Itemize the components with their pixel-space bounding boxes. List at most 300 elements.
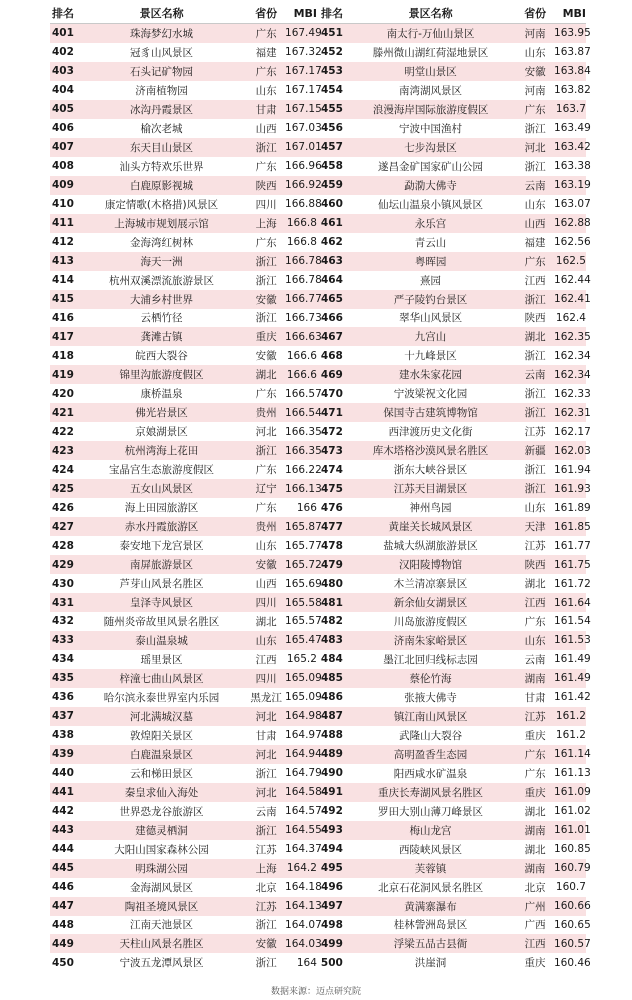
mbi-cell: 161.54 xyxy=(554,615,591,628)
rank-cell: 473 xyxy=(320,444,343,457)
scenic-name-cell: 杭州湾海上花田 xyxy=(124,445,199,458)
rank-cell: 498 xyxy=(320,918,343,931)
table-row xyxy=(50,119,591,138)
rank-cell: 428 xyxy=(51,539,74,552)
province-cell: 新疆 xyxy=(524,445,546,458)
rank-cell: 462 xyxy=(320,236,343,249)
rank-cell: 476 xyxy=(320,501,343,514)
scenic-name-cell: 浙东大峡谷景区 xyxy=(393,464,468,477)
mbi-cell: 165.87 xyxy=(285,520,322,533)
province-cell: 浙江 xyxy=(255,919,277,932)
rank-cell: 433 xyxy=(51,634,74,647)
province-cell: 云南 xyxy=(524,369,546,382)
ranking-table xyxy=(50,4,591,972)
rank-cell: 454 xyxy=(320,84,343,97)
rank-cell: 486 xyxy=(320,691,343,704)
rank-cell: 401 xyxy=(51,27,74,40)
table-row xyxy=(50,650,591,669)
mbi-cell: 166 xyxy=(296,501,317,514)
mbi-cell: 166.6 xyxy=(286,349,317,362)
table-row xyxy=(50,365,591,384)
scenic-name-cell: 锦里沟旅游度假区 xyxy=(119,369,204,382)
mbi-cell: 165.69 xyxy=(285,577,322,590)
province-cell: 湖北 xyxy=(524,805,546,818)
mbi-cell: 160.66 xyxy=(554,900,591,913)
province-cell: 江西 xyxy=(255,653,277,666)
table-row xyxy=(50,631,591,650)
rank-cell: 406 xyxy=(51,122,74,135)
mbi-cell: 161.42 xyxy=(554,691,591,704)
table-row xyxy=(50,783,591,802)
mbi-cell: 161.2 xyxy=(555,729,586,742)
province-cell: 湖南 xyxy=(524,824,546,837)
mbi-cell: 165.57 xyxy=(285,615,322,628)
scenic-name-cell: 宁波梁祝文化园 xyxy=(393,388,468,401)
scenic-name-cell: 东天目山景区 xyxy=(130,141,194,154)
scenic-name-cell: 熹园 xyxy=(420,274,442,287)
rank-cell: 458 xyxy=(320,160,343,173)
rank-cell: 488 xyxy=(321,729,343,742)
province-cell: 广东 xyxy=(524,767,546,780)
scenic-name-cell: 盐城大纵湖旅游景区 xyxy=(383,540,478,553)
rank-cell: 479 xyxy=(320,558,343,571)
mbi-cell: 166.13 xyxy=(285,482,322,495)
scenic-name-cell: 翠华山风景区 xyxy=(399,312,463,325)
mbi-cell: 163.42 xyxy=(554,141,591,154)
province-cell: 河北 xyxy=(255,748,277,761)
header-mbi: MBI xyxy=(293,6,317,20)
table-row xyxy=(50,707,586,726)
scenic-name-cell: 梅山龙宫 xyxy=(409,824,452,837)
mbi-cell: 161.01 xyxy=(554,824,591,837)
rank-cell: 452 xyxy=(320,46,343,59)
scenic-name-cell: 保国寺古建筑博物馆 xyxy=(383,407,478,420)
province-cell: 河北 xyxy=(255,786,277,799)
mbi-cell: 163.82 xyxy=(554,84,591,97)
mbi-cell: 166.63 xyxy=(285,330,322,343)
table-row xyxy=(50,233,591,252)
mbi-cell: 166.73 xyxy=(285,311,322,324)
header-province: 省份 xyxy=(255,7,278,21)
mbi-cell: 160.46 xyxy=(553,956,591,969)
mbi-cell: 163.7 xyxy=(555,103,586,116)
rank-cell: 425 xyxy=(51,482,74,495)
province-cell: 广东 xyxy=(255,160,277,173)
rank-cell: 463 xyxy=(321,255,343,268)
mbi-cell: 161.49 xyxy=(553,653,591,666)
table-row xyxy=(50,536,591,555)
province-cell: 湖北 xyxy=(255,369,277,382)
mbi-cell: 164.97 xyxy=(285,729,322,742)
rank-cell: 459 xyxy=(320,179,343,192)
mbi-cell: 165.77 xyxy=(285,539,322,552)
mbi-cell: 164.58 xyxy=(285,786,322,799)
scenic-name-cell: 木兰清凉寨景区 xyxy=(393,578,468,591)
province-cell: 江苏 xyxy=(255,843,277,856)
mbi-cell: 164 xyxy=(296,956,317,969)
table-row xyxy=(50,460,591,479)
scenic-name-cell: 海上田园旅游区 xyxy=(124,502,199,515)
scenic-name-cell: 罗田大别山薄刀峰景区 xyxy=(378,805,484,818)
rank-cell: 483 xyxy=(320,634,343,647)
table-header xyxy=(50,4,586,24)
mbi-cell: 166.77 xyxy=(285,293,322,306)
mbi-cell: 163.84 xyxy=(554,65,591,78)
table-row xyxy=(50,252,586,271)
province-cell: 浙江 xyxy=(255,312,277,325)
province-cell: 浙江 xyxy=(524,407,546,420)
scenic-name-cell: 浪漫海岸国际旅游度假区 xyxy=(372,103,489,116)
province-cell: 浙江 xyxy=(524,483,546,496)
rank-cell: 438 xyxy=(51,729,74,742)
mbi-cell: 161.02 xyxy=(554,805,591,818)
rank-cell: 450 xyxy=(51,956,74,969)
rank-cell: 480 xyxy=(320,577,343,590)
scenic-name-cell: 北京石花洞风景名胜区 xyxy=(378,881,484,894)
scenic-name-cell: 石头记矿物园 xyxy=(130,65,194,78)
rank-cell: 419 xyxy=(51,368,74,381)
table-row xyxy=(50,346,591,365)
mbi-cell: 161.2 xyxy=(555,710,586,723)
province-cell: 河北 xyxy=(255,710,277,723)
mbi-cell: 162.44 xyxy=(554,274,591,287)
rank-cell: 407 xyxy=(51,141,74,154)
mbi-cell: 162.34 xyxy=(553,349,591,362)
province-cell: 山东 xyxy=(524,46,546,59)
mbi-cell: 164.2 xyxy=(286,862,317,875)
province-cell: 四川 xyxy=(255,198,277,211)
table-row xyxy=(50,195,591,214)
table-row xyxy=(50,271,591,290)
mbi-cell: 166.35 xyxy=(285,444,322,457)
province-cell: 安徽 xyxy=(524,65,546,78)
table-row xyxy=(50,726,586,745)
rank-cell: 464 xyxy=(320,274,343,287)
scenic-name-cell: 冠豸山风景区 xyxy=(130,46,194,59)
mbi-cell: 160.7 xyxy=(555,881,586,894)
rank-cell: 455 xyxy=(321,103,343,116)
province-cell: 安徽 xyxy=(255,350,277,363)
scenic-name-cell: 冰沟丹霞景区 xyxy=(130,103,194,116)
rank-cell: 431 xyxy=(51,596,74,609)
scenic-name-cell: 世界恐龙谷旅游区 xyxy=(119,805,204,818)
table-row xyxy=(50,290,591,309)
province-cell: 山东 xyxy=(524,198,546,211)
scenic-name-cell: 康定情歌(木格措)风景区 xyxy=(104,198,219,211)
mbi-cell: 166.35 xyxy=(285,425,322,438)
rank-cell: 435 xyxy=(51,672,74,685)
province-cell: 广东 xyxy=(255,27,277,40)
mbi-cell: 165.09 xyxy=(285,672,322,685)
mbi-cell: 160.85 xyxy=(554,843,591,856)
table-row xyxy=(50,422,591,441)
province-cell: 北京 xyxy=(524,881,546,894)
mbi-cell: 166.92 xyxy=(285,179,322,192)
table-row xyxy=(50,821,591,840)
province-cell: 甘肃 xyxy=(255,103,277,116)
province-cell: 山东 xyxy=(255,84,277,97)
province-cell: 浙江 xyxy=(255,255,277,268)
scenic-name-cell: 皇泽寺风景区 xyxy=(130,597,194,610)
mbi-cell: 162.5 xyxy=(555,255,586,268)
scenic-name-cell: 云栖竹径 xyxy=(140,312,183,325)
table-row xyxy=(50,574,591,593)
mbi-cell: 161.85 xyxy=(554,520,591,533)
province-cell: 四川 xyxy=(255,597,277,610)
mbi-cell: 167.03 xyxy=(285,122,322,135)
province-cell: 重庆 xyxy=(524,729,546,742)
mbi-cell: 166.8 xyxy=(286,236,317,249)
province-cell: 江苏 xyxy=(255,900,277,913)
province-cell: 河南 xyxy=(524,84,546,97)
scenic-name-cell: 阳西咸水矿温泉 xyxy=(393,767,468,780)
mbi-cell: 167.01 xyxy=(285,141,322,154)
scenic-name-cell: 大浦乡村世界 xyxy=(130,293,194,306)
scenic-name-cell: 赤水丹霞旅游区 xyxy=(124,521,199,534)
mbi-cell: 167.17 xyxy=(285,65,322,78)
province-cell: 广东 xyxy=(255,236,277,249)
table-row xyxy=(50,157,591,176)
province-cell: 湖南 xyxy=(524,672,546,685)
scenic-name-cell: 芦芽山风景名胜区 xyxy=(119,578,204,591)
scenic-name-cell: 重庆长寿湖风景名胜区 xyxy=(378,786,484,799)
scenic-name-cell: 汕头方特欢乐世界 xyxy=(119,160,204,173)
province-cell: 安徽 xyxy=(255,293,277,306)
mbi-cell: 164.07 xyxy=(285,918,322,931)
rank-cell: 443 xyxy=(51,824,74,837)
mbi-cell: 161.49 xyxy=(554,672,591,685)
province-cell: 天津 xyxy=(524,521,546,534)
rank-cell: 481 xyxy=(320,596,343,609)
scenic-name-cell: 严子陵钓台景区 xyxy=(393,293,468,306)
province-cell: 广东 xyxy=(524,255,546,268)
rank-cell: 421 xyxy=(51,406,74,419)
province-cell: 江苏 xyxy=(524,710,546,723)
province-cell: 上海 xyxy=(255,217,277,230)
table-row xyxy=(50,934,591,953)
rank-cell: 478 xyxy=(320,539,343,552)
rank-cell: 490 xyxy=(320,767,343,780)
scenic-name-cell: 墨江北回归线标志园 xyxy=(383,653,478,666)
scenic-name-cell: 十九峰景区 xyxy=(404,350,457,363)
province-cell: 江西 xyxy=(524,938,546,951)
scenic-name-cell: 敦煌阳关景区 xyxy=(130,729,194,742)
mbi-cell: 162.17 xyxy=(554,425,591,438)
table-row xyxy=(50,403,591,422)
scenic-name-cell: 滕州微山湖红荷湿地景区 xyxy=(372,46,489,59)
province-cell: 广东 xyxy=(255,388,277,401)
province-cell: 甘肃 xyxy=(255,729,277,742)
province-cell: 安徽 xyxy=(255,559,277,572)
rank-cell: 494 xyxy=(320,843,343,856)
header-mbi: MBI xyxy=(562,6,586,20)
table-row xyxy=(50,24,591,43)
rank-cell: 466 xyxy=(321,311,343,324)
scenic-name-cell: 哈尔滨永泰世界室内乐园 xyxy=(103,691,220,704)
scenic-name-cell: 黄满寨瀑布 xyxy=(404,900,457,913)
scenic-name-cell: 西津渡历史文化街 xyxy=(388,426,473,439)
rank-cell: 456 xyxy=(320,122,343,135)
table-row xyxy=(50,384,591,403)
rank-cell: 437 xyxy=(51,710,74,723)
mbi-cell: 161.72 xyxy=(554,577,591,590)
province-cell: 浙江 xyxy=(255,957,277,970)
rank-cell: 451 xyxy=(320,27,343,40)
province-cell: 河北 xyxy=(255,426,277,439)
mbi-cell: 163.49 xyxy=(554,122,591,135)
province-cell: 福建 xyxy=(255,46,277,59)
province-cell: 河南 xyxy=(524,27,546,40)
scenic-name-cell: 杭州双溪漂流旅游景区 xyxy=(109,274,215,287)
scenic-name-cell: 川岛旅游度假区 xyxy=(393,615,468,628)
mbi-cell: 161.13 xyxy=(554,767,591,780)
table-row xyxy=(50,555,591,574)
scenic-name-cell: 浮梁五品古县衙 xyxy=(393,938,468,951)
province-cell: 浙江 xyxy=(524,160,546,173)
scenic-name-cell: 芙蓉镇 xyxy=(414,862,447,875)
scenic-name-cell: 珠海梦幻水城 xyxy=(130,27,194,40)
rank-cell: 489 xyxy=(320,748,343,761)
scenic-name-cell: 泰山温泉城 xyxy=(135,634,188,647)
header-province: 省份 xyxy=(524,7,547,21)
scenic-name-cell: 白鹿原影视城 xyxy=(130,179,194,192)
province-cell: 山东 xyxy=(524,502,546,515)
rank-cell: 487 xyxy=(321,710,343,723)
source-note: 数据来源：迈点研究院 xyxy=(270,987,361,997)
table-row xyxy=(50,612,591,631)
mbi-cell: 162.88 xyxy=(553,217,591,230)
province-cell: 湖南 xyxy=(524,862,546,875)
scenic-name-cell: 大阳山国家森林公园 xyxy=(114,843,209,856)
province-cell: 山西 xyxy=(255,578,277,591)
mbi-cell: 166.54 xyxy=(285,406,322,419)
table-row xyxy=(50,802,591,821)
rank-cell: 485 xyxy=(320,672,343,685)
rank-cell: 482 xyxy=(320,615,343,628)
mbi-cell: 164.37 xyxy=(285,843,322,856)
rank-cell: 497 xyxy=(320,900,343,913)
scenic-name-cell: 金海湾红树林 xyxy=(130,236,194,249)
rank-cell: 457 xyxy=(320,141,343,154)
rank-cell: 402 xyxy=(51,46,74,59)
mbi-cell: 160.57 xyxy=(554,937,591,950)
scenic-name-cell: 京娘湖景区 xyxy=(135,426,188,439)
province-cell: 江西 xyxy=(524,274,546,287)
rank-cell: 409 xyxy=(51,179,74,192)
scenic-name-cell: 海天一洲 xyxy=(140,255,183,268)
rank-cell: 470 xyxy=(320,387,343,400)
mbi-cell: 166.8 xyxy=(286,217,317,230)
rank-cell: 429 xyxy=(51,558,74,571)
rank-cell: 449 xyxy=(51,937,74,950)
mbi-cell: 160.79 xyxy=(553,862,591,875)
province-cell: 江西 xyxy=(524,597,546,610)
province-cell: 浙江 xyxy=(524,293,546,306)
table-row xyxy=(50,176,591,195)
rank-cell: 447 xyxy=(51,900,74,913)
mbi-cell: 166.78 xyxy=(285,274,322,287)
mbi-cell: 163.19 xyxy=(554,179,591,192)
rank-cell: 417 xyxy=(51,330,74,343)
rank-cell: 467 xyxy=(320,330,343,343)
mbi-cell: 162.03 xyxy=(554,444,591,457)
table-row xyxy=(50,327,591,346)
scenic-name-cell: 神州鸟园 xyxy=(409,502,452,515)
mbi-cell: 166.78 xyxy=(285,255,322,268)
rank-cell: 411 xyxy=(51,217,74,230)
rank-cell: 412 xyxy=(51,236,74,249)
scenic-name-cell: 建水朱家花园 xyxy=(398,369,462,382)
table-row xyxy=(50,593,591,612)
mbi-cell: 162.35 xyxy=(554,330,591,343)
mbi-cell: 164.18 xyxy=(285,881,322,894)
mbi-cell: 166.57 xyxy=(285,387,322,400)
province-cell: 广东 xyxy=(255,502,277,515)
table-row xyxy=(50,840,591,859)
rank-cell: 468 xyxy=(320,349,343,362)
scenic-name-cell: 明堂山景区 xyxy=(404,65,457,78)
mbi-cell: 162.41 xyxy=(554,293,591,306)
rank-cell: 418 xyxy=(51,349,74,362)
scenic-name-cell: 济南植物园 xyxy=(135,84,188,97)
mbi-cell: 165.09 xyxy=(285,691,322,704)
rank-cell: 420 xyxy=(51,387,74,400)
header-rank: 排名 xyxy=(51,7,74,21)
scenic-name-cell: 七步沟景区 xyxy=(404,141,457,154)
mbi-cell: 164.57 xyxy=(285,805,322,818)
scenic-name-cell: 江南天池景区 xyxy=(130,919,194,932)
rank-cell: 495 xyxy=(320,862,343,875)
mbi-cell: 164.94 xyxy=(285,748,322,761)
province-cell: 甘肃 xyxy=(524,691,546,704)
rank-cell: 442 xyxy=(51,805,74,818)
rank-cell: 440 xyxy=(51,767,74,780)
scenic-name-cell: 勐泐大佛寺 xyxy=(404,179,457,192)
scenic-name-cell: 金海湖风景区 xyxy=(130,881,194,894)
province-cell: 黑龙江 xyxy=(250,691,282,704)
scenic-name-cell: 汉阳陵博物馆 xyxy=(399,559,463,572)
scenic-name-cell: 宁波五龙潭风景区 xyxy=(119,957,204,970)
province-cell: 云南 xyxy=(524,653,546,666)
rank-cell: 496 xyxy=(321,881,343,894)
scenic-name-cell: 遂昌金矿国家矿山公园 xyxy=(378,160,484,173)
scenic-name-cell: 秦皇求仙入海处 xyxy=(124,786,199,799)
scenic-name-cell: 宁波中国渔村 xyxy=(399,122,463,135)
mbi-cell: 161.94 xyxy=(554,463,591,476)
scenic-name-cell: 河北满城汉墓 xyxy=(130,710,194,723)
mbi-cell: 164.13 xyxy=(285,900,322,913)
scenic-name-cell: 南屏旅游景区 xyxy=(130,559,194,572)
rank-cell: 472 xyxy=(320,425,343,438)
table-row xyxy=(50,441,591,460)
scenic-name-cell: 库木塔格沙漠风景名胜区 xyxy=(372,445,489,458)
rank-cell: 424 xyxy=(51,463,74,476)
province-cell: 山西 xyxy=(255,122,277,135)
rank-cell: 405 xyxy=(51,103,74,116)
province-cell: 安徽 xyxy=(255,938,277,951)
rank-cell: 475 xyxy=(320,482,343,495)
scenic-name-cell: 黄崖关长城风景区 xyxy=(388,521,473,534)
rank-cell: 484 xyxy=(320,653,343,666)
table-row xyxy=(50,517,591,536)
header-rank: 排名 xyxy=(320,7,343,21)
rank-cell: 439 xyxy=(51,748,74,761)
province-cell: 浙江 xyxy=(255,141,277,154)
rank-cell: 460 xyxy=(320,198,343,211)
province-cell: 福建 xyxy=(524,236,546,249)
rank-cell: 414 xyxy=(51,274,74,287)
scenic-name-cell: 梓潼七曲山风景区 xyxy=(119,672,204,685)
